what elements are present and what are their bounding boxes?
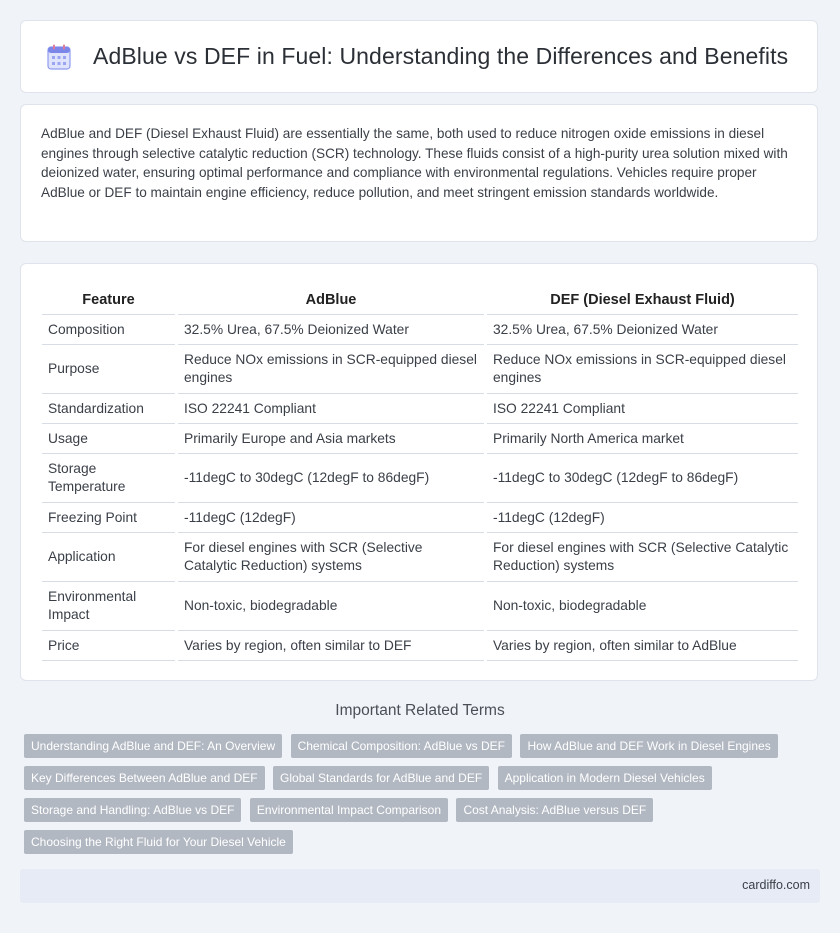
row-def: ISO 22241 Compliant (486, 394, 799, 424)
row-def: Primarily North America market (486, 424, 799, 454)
related-term-tag[interactable]: Choosing the Right Fluid for Your Diesel Vehicle (24, 830, 293, 854)
comparison-table (42, 284, 798, 661)
row-def: Reduce NOx emissions in SCR-equipped diesel engines (486, 345, 799, 394)
row-adblue: Primarily Europe and Asia markets (177, 424, 486, 454)
table-row (42, 345, 798, 394)
row-feature: Environmental Impact (42, 582, 177, 631)
comparison-card (20, 263, 818, 681)
table-row (42, 503, 798, 533)
row-adblue: 32.5% Urea, 67.5% Deionized Water (177, 315, 486, 345)
table-row (42, 424, 798, 454)
page-header (20, 20, 818, 93)
table-row (42, 394, 798, 424)
row-def: -11degC to 30degC (12degF to 86degF) (486, 454, 799, 503)
intro-card (20, 104, 818, 242)
related-terms-title: Important Related Terms (335, 702, 505, 719)
row-adblue: ISO 22241 Compliant (177, 394, 486, 424)
page-title: AdBlue vs DEF in Fuel: Understanding the Differences and Benefits (93, 43, 789, 69)
row-def: For diesel engines with SCR (Selective Catalytic Reduction) systems (486, 533, 799, 582)
footer-site-link[interactable]: cardiffo.com (742, 878, 810, 892)
row-adblue: For diesel engines with SCR (Selective Catalytic Reduction) systems (177, 533, 486, 582)
row-feature: Usage (42, 424, 177, 454)
row-feature: Purpose (42, 345, 177, 394)
row-feature: Application (42, 533, 177, 582)
row-adblue: -11degC to 30degC (12degF to 86degF) (177, 454, 486, 503)
related-term-tag[interactable]: Understanding AdBlue and DEF: An Overview (24, 734, 282, 758)
row-def: 32.5% Urea, 67.5% Deionized Water (486, 315, 799, 345)
intro-paragraph: AdBlue and DEF (Diesel Exhaust Fluid) are essentially the same, both used to reduce nitrogen oxide emissions in diesel engines through selective catalytic reduction (SCR) technology. These fluids consist of a high-purity urea solution mixed with deionized water, ensuring optimal performance and compliance with environmental regulations. Vehicles require proper AdBlue or DEF to maintain engine efficiency, reduce pollution, and meet stringent emission standards worldwide. (41, 126, 788, 200)
related-term-tag[interactable]: Environmental Impact Comparison (250, 798, 448, 822)
related-term-tag[interactable]: Application in Modern Diesel Vehicles (498, 766, 712, 790)
header-def: DEF (Diesel Exhaust Fluid) (486, 284, 799, 315)
related-term-tag[interactable]: Global Standards for AdBlue and DEF (273, 766, 489, 790)
row-adblue: Non-toxic, biodegradable (177, 582, 486, 631)
row-def: Varies by region, often similar to AdBlue (486, 631, 799, 661)
related-term-tag[interactable]: Storage and Handling: AdBlue vs DEF (24, 798, 241, 822)
header-adblue: AdBlue (177, 284, 486, 315)
row-adblue: -11degC (12degF) (177, 503, 486, 533)
row-adblue: Varies by region, often similar to DEF (177, 631, 486, 661)
row-feature: Storage Temperature (42, 454, 177, 503)
related-term-tag[interactable]: Cost Analysis: AdBlue versus DEF (456, 798, 653, 822)
row-def: Non-toxic, biodegradable (486, 582, 799, 631)
header-feature: Feature (42, 284, 177, 315)
row-feature: Standardization (42, 394, 177, 424)
related-terms-list (24, 734, 804, 862)
row-def: -11degC (12degF) (486, 503, 799, 533)
table-row (42, 631, 798, 661)
table-row (42, 454, 798, 503)
row-adblue: Reduce NOx emissions in SCR-equipped diesel engines (177, 345, 486, 394)
table-row (42, 582, 798, 631)
table-row (42, 533, 798, 582)
row-feature: Freezing Point (42, 503, 177, 533)
related-term-tag[interactable]: Key Differences Between AdBlue and DEF (24, 766, 265, 790)
related-term-tag[interactable]: Chemical Composition: AdBlue vs DEF (291, 734, 512, 758)
table-row (42, 315, 798, 345)
table-header-row (42, 284, 798, 315)
related-term-tag[interactable]: How AdBlue and DEF Work in Diesel Engines (520, 734, 777, 758)
footer (20, 869, 820, 903)
row-feature: Price (42, 631, 177, 661)
calendar-icon (47, 44, 71, 70)
row-feature: Composition (42, 315, 177, 345)
